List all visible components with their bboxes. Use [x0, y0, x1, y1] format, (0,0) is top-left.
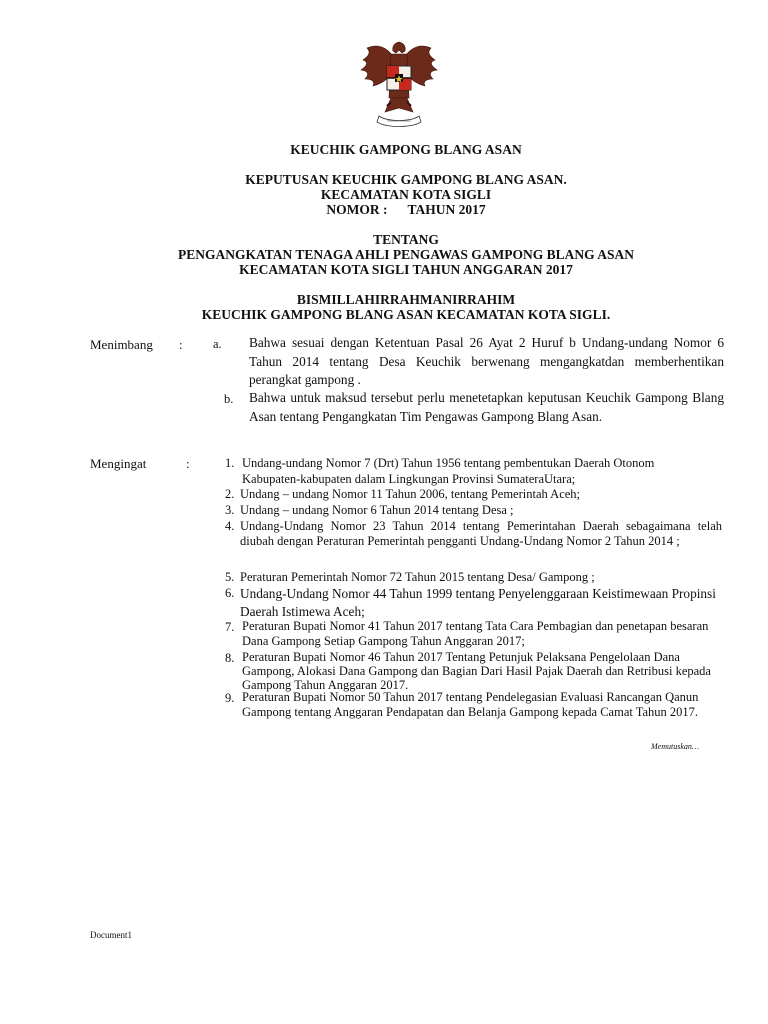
- mengingat-marker-5: 5.: [225, 570, 235, 584]
- issuer-line: KEUCHIK GAMPONG BLANG ASAN KECAMATAN KOTA SIGLI.: [201, 307, 611, 322]
- mengingat-colon: :: [186, 456, 190, 471]
- mengingat-marker-3: 3.: [225, 503, 235, 517]
- mengingat-marker-9: 9.: [225, 691, 235, 705]
- mengingat-item-1: Undang-undang Nomor 7 (Drt) Tahun 1956 tentang pembentukan Daerah Otonom Kabupaten-kabupaten dalam Lingkungan Provinsi SumateraUtara;: [242, 456, 655, 486]
- subject-line-1: PENGANGKATAN TENAGA AHLI PENGAWAS GAMPONG BLANG ASAN: [177, 247, 635, 262]
- subject-line-2: KECAMATAN KOTA SIGLI TAHUN ANGGARAN 2017: [239, 262, 573, 277]
- menimbang-colon: :: [179, 337, 183, 352]
- mengingat-item-8: Peraturan Bupati Nomor 46 Tahun 2017 Tentang Petunjuk Pelaksana Pengelolaan Dana Gampong, Alokasi Dana Gampong dan Bagian Dari Hasil Pajak Daerah dan Retribusi kepada Gampong Tahun Anggaran 2017.: [242, 650, 711, 692]
- garuda-emblem: [357, 40, 441, 130]
- mengingat-marker-7: 7.: [225, 620, 235, 634]
- menimbang-item-b: Bahwa untuk maksud tersebut perlu menetetapkan keputusan Keuchik Gampong Blang Asan tentang Pengangkatan Tim Pengawas Gampong Blang Asan.: [249, 390, 724, 424]
- mengingat-marker-2: 2.: [225, 487, 235, 501]
- decree-title: KEPUTUSAN KEUCHIK GAMPONG BLANG ASAN.: [245, 172, 567, 187]
- mengingat-item-9: Peraturan Bupati Nomor 50 Tahun 2017 tentang Pendelegasian Evaluasi Rancangan Qanun Gampong tentang Anggaran Pendapatan dan Belanja Gampong kepada Camat Tahun 2017.: [242, 690, 699, 719]
- menimbang-marker-a: a.: [213, 337, 222, 351]
- footer-filename: Document1: [90, 930, 132, 940]
- mengingat-marker-4: 4.: [225, 519, 235, 533]
- mengingat-item-5: Peraturan Pemerintah Nomor 72 Tahun 2015 tentang Desa/ Gampong ;: [240, 570, 595, 584]
- continuation-note: Memutuskan…: [651, 742, 699, 751]
- mengingat-label: Mengingat: [90, 456, 147, 471]
- institution-title: KEUCHIK GAMPONG BLANG ASAN: [290, 142, 522, 157]
- mengingat-item-6: Undang-Undang Nomor 44 Tahun 1999 tentang Penyelenggaraan Keistimewaan Propinsi Daerah Istimewa Aceh;: [240, 586, 716, 619]
- mengingat-marker-1: 1.: [225, 456, 235, 470]
- mengingat-item-4: Undang-Undang Nomor 23 Tahun 2014 tentang Pemerintahan Daerah sebagaimana telah diubah dengan Peraturan Pemerintah pengganti Undang-Undang Nomor 2 Tahun 2014 ;: [240, 519, 722, 548]
- basmalah: BISMILLAHIRRAHMANIRRAHIM: [296, 292, 516, 307]
- mengingat-item-3: Undang – undang Nomor 6 Tahun 2014 tentang Desa ;: [240, 503, 514, 517]
- mengingat-item-7: Peraturan Bupati Nomor 41 Tahun 2017 tentang Tata Cara Pembagian dan penetapan besaran Dana Gampong Setiap Gampong Tahun Anggaran 2017;: [242, 619, 709, 648]
- mengingat-marker-6: 6.: [225, 586, 235, 600]
- decree-number: NOMOR : TAHUN 2017: [326, 202, 486, 217]
- mengingat-item-2: Undang – undang Nomor 11 Tahun 2006, tentang Pemerintah Aceh;: [240, 487, 581, 501]
- mengingat-marker-8: 8.: [225, 651, 235, 665]
- menimbang-item-a: Bahwa sesuai dengan Ketentuan Pasal 26 Ayat 2 Huruf b Undang-undang Nomor 6 Tahun 2014 tentang Desa Keuchik berwenang mengangkatdan memberhentikan perangkat gampong .: [249, 335, 724, 387]
- district-title: KECAMATAN KOTA SIGLI: [320, 187, 492, 202]
- menimbang-marker-b: b.: [224, 392, 234, 406]
- menimbang-label: Menimbang: [90, 337, 153, 352]
- about-label: TENTANG: [373, 232, 439, 247]
